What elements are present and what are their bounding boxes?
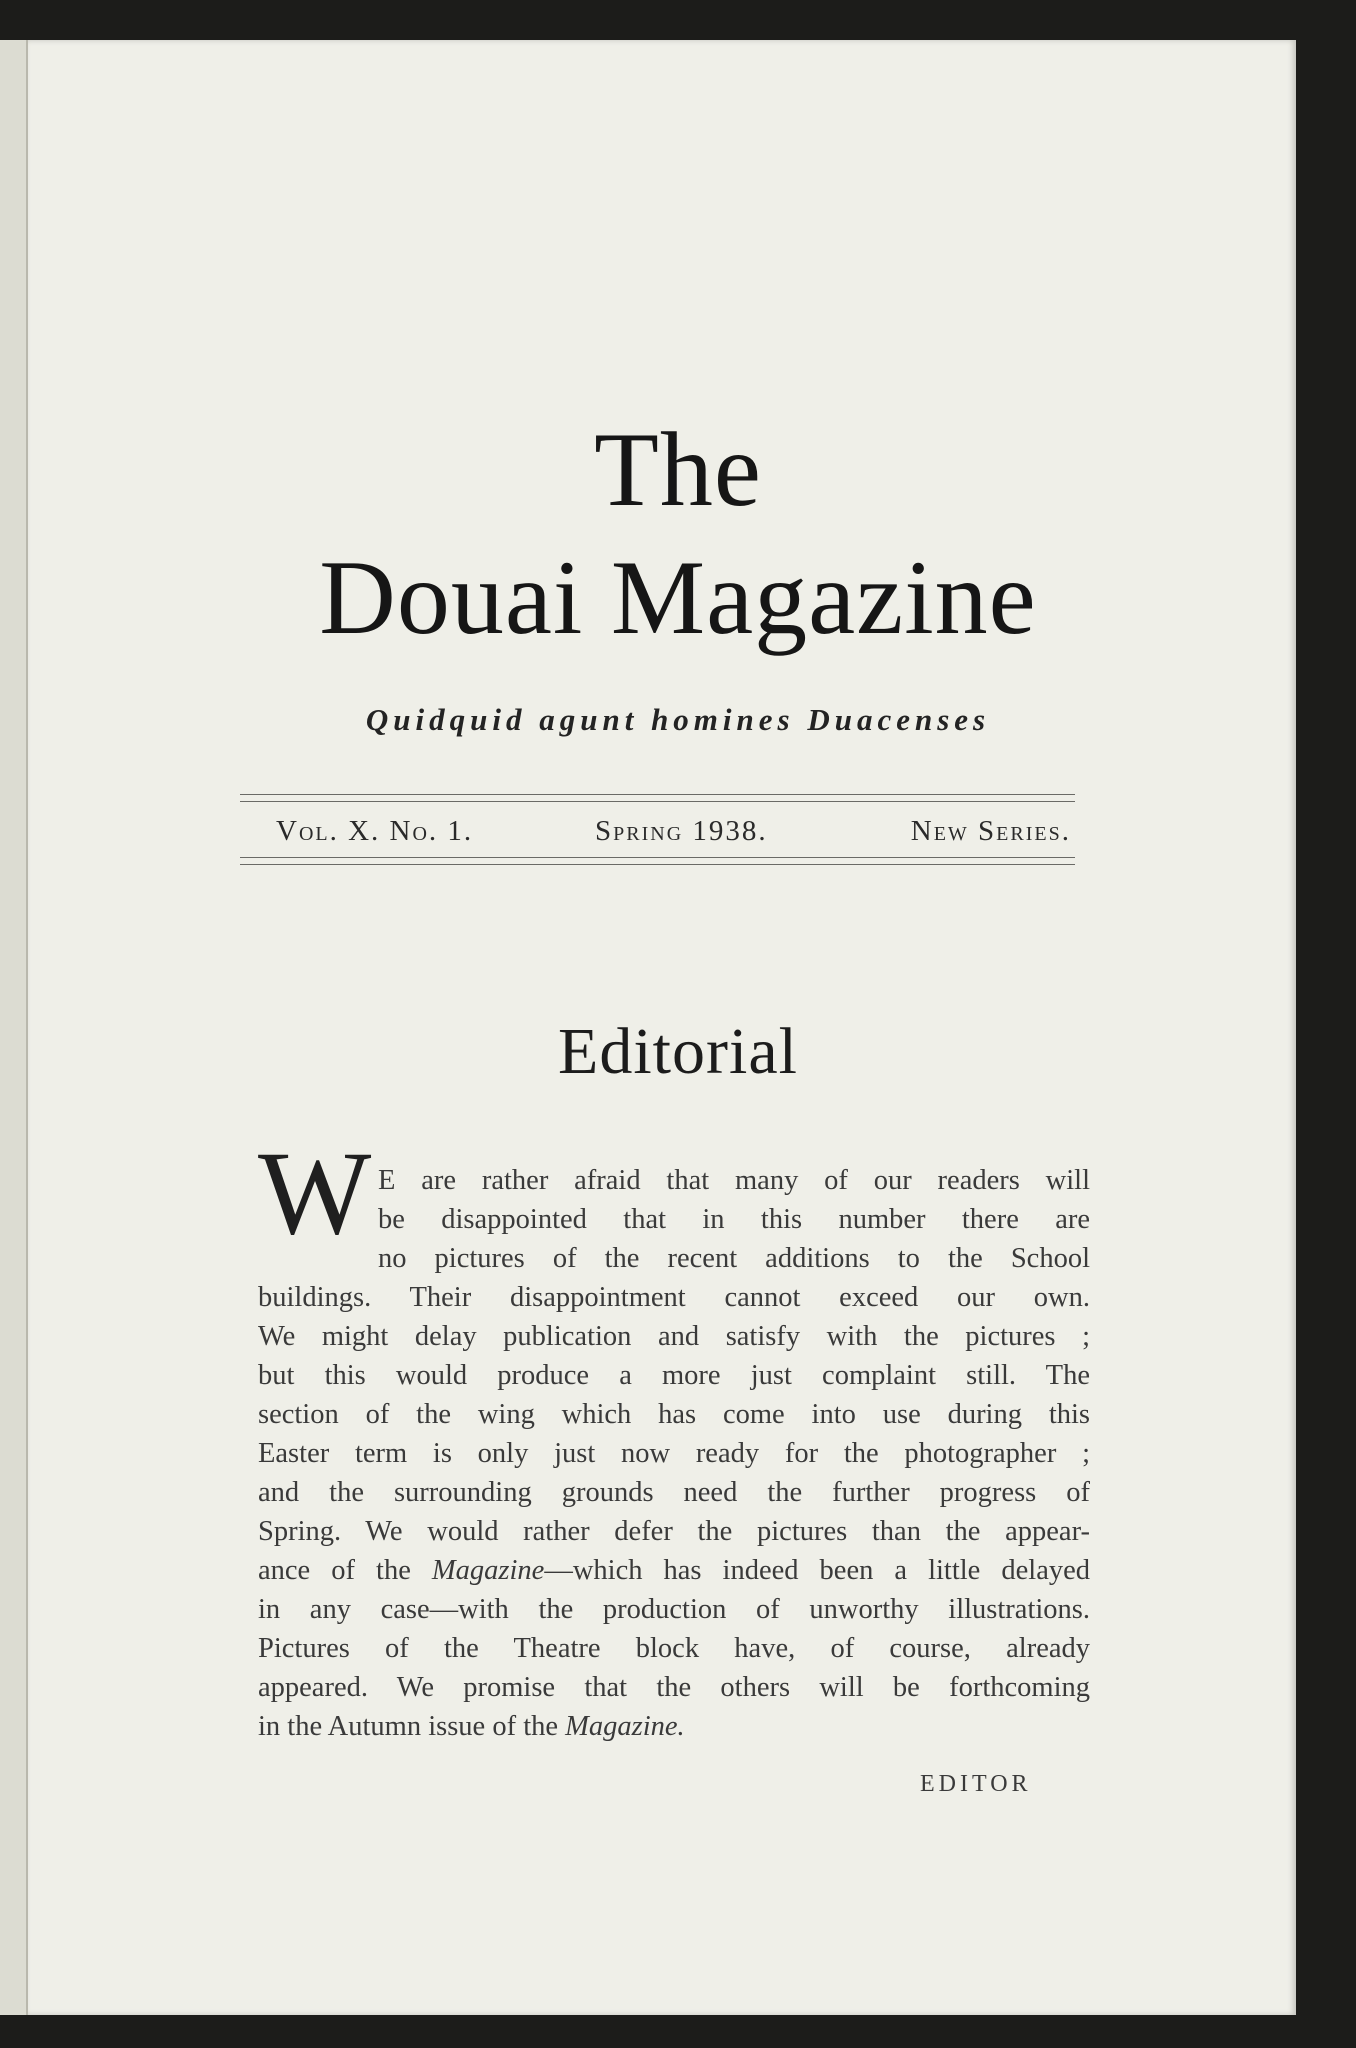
masthead-title-line1: The (594, 411, 762, 528)
masthead-title-line2: Douai Magazine (319, 539, 1037, 656)
magazine-title-italic-2: Magazine. (565, 1711, 685, 1742)
rule-top-outer (240, 794, 1075, 795)
editorial-line-8: Easter term is only just now ready for the photographer ; (258, 1438, 1090, 1469)
masthead-motto: Quidquid agunt homines Duacenses (365, 702, 991, 737)
editorial-line-11-start: ance of the (258, 1555, 432, 1586)
editorial-line-11 (258, 1551, 1090, 1590)
editorial-line-1: E are rather afraid that many of our readers will (378, 1165, 1090, 1196)
editorial-line-5: We might delay publication and satisfy with the pictures ; (258, 1321, 1090, 1352)
editorial-line-11-end: —which has indeed been a little delayed (544, 1555, 1090, 1586)
editorial-line-7: section of the wing which has come into use during this (258, 1399, 1090, 1430)
editorial-line-15 (258, 1707, 1090, 1746)
drop-cap: W (258, 1126, 372, 1259)
editorial-line-13: Pictures of the Theatre block have, of course, already (258, 1633, 1090, 1664)
editorial-line-12: in any case—with the production of unworthy illustrations. (258, 1594, 1090, 1625)
issue-season: Spring 1938. (595, 815, 768, 847)
editorial-line-10: Spring. We would rather defer the pictures than the appear- (258, 1516, 1090, 1547)
issue-series: New Series. (910, 815, 1071, 847)
editorial-line-15-start: in the Autumn issue of the (258, 1711, 566, 1742)
issue-volume: Vol. X. No. 1. (276, 815, 474, 847)
editorial-line-6: but this would produce a more just complaint still. The (258, 1360, 1090, 1391)
rule-bottom-outer (240, 864, 1075, 865)
editorial-heading: Editorial (558, 1015, 798, 1088)
editorial-line-3: no pictures of the recent additions to the School (378, 1243, 1090, 1274)
editorial-line-9: and the surrounding grounds need the further progress of (258, 1477, 1090, 1508)
editorial-line-4: buildings. Their disappointment cannot exceed our own. (258, 1282, 1090, 1313)
rule-top-inner (240, 801, 1075, 802)
rule-bottom-inner (240, 857, 1075, 858)
editorial-line-2: be disappointed that in this number there are (378, 1204, 1090, 1235)
magazine-title-italic: Magazine (431, 1555, 545, 1586)
editor-signature: EDITOR (920, 1771, 1032, 1797)
issue-line (240, 808, 1075, 854)
editorial-line-14: appeared. We promise that the others will be forthcoming (258, 1672, 1090, 1703)
